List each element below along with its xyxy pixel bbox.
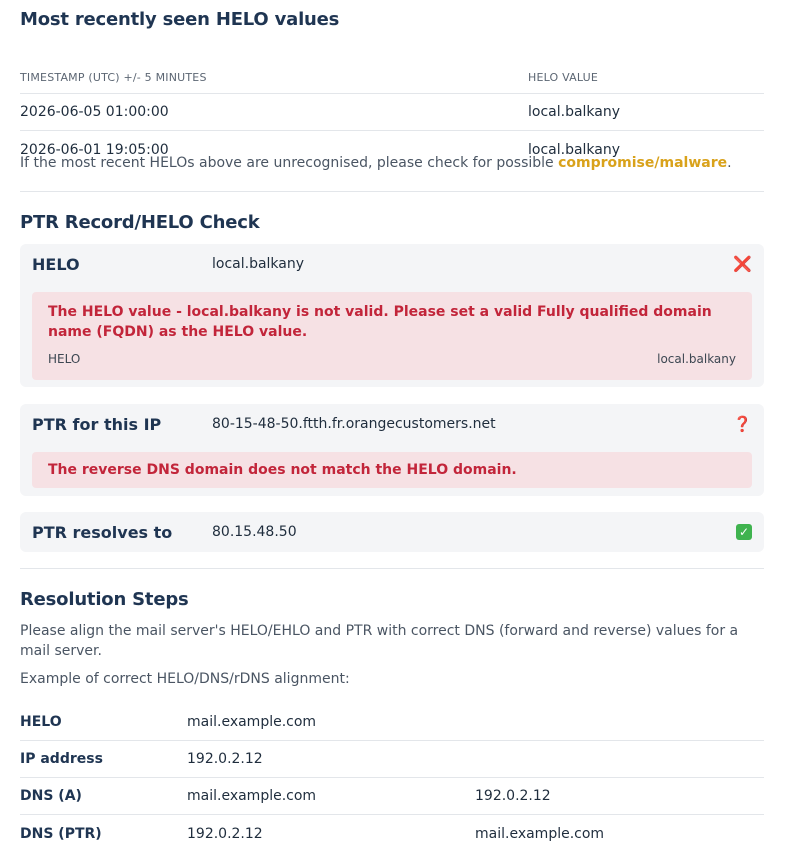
- helo-check-label: HELO: [32, 254, 80, 274]
- ptr-ip-value: 80-15-48-50.ftth.fr.orangecustomers.net: [212, 416, 496, 432]
- ptr-resolves-card: [20, 512, 764, 552]
- example-value-2: 192.0.2.12: [475, 788, 551, 804]
- example-intro: Example of correct HELO/DNS/rDNS alignment:: [20, 671, 350, 687]
- example-label: DNS (PTR): [20, 825, 102, 842]
- recent-helo-title: Most recently seen HELO values: [20, 9, 340, 30]
- ptr-ip-card: [20, 404, 764, 496]
- alert-meta-label: HELO: [48, 352, 81, 366]
- example-label: IP address: [20, 751, 103, 767]
- example-value-2: mail.example.com: [475, 825, 605, 842]
- alert-message: The reverse DNS domain does not match the HELO domain.: [48, 462, 517, 478]
- note-text: If the most recent HELOs above are unrecognised, please check for possible: [20, 155, 559, 171]
- example-value: 192.0.2.12: [187, 825, 263, 842]
- table-row: [20, 778, 764, 815]
- table-header: [20, 61, 764, 94]
- helo-value-cell: local.balkany: [528, 141, 621, 158]
- compromise-malware-link[interactable]: compromise/malware: [558, 155, 728, 171]
- ptr-resolves-header: [32, 512, 752, 552]
- ptr-resolves-value: 80.15.48.50: [212, 524, 297, 540]
- example-value: mail.example.com: [187, 714, 317, 730]
- helo-check-header: [32, 244, 752, 284]
- check-icon: ✓: [736, 524, 752, 540]
- alert-meta: [48, 352, 736, 366]
- example-label: HELO: [20, 714, 62, 730]
- resolution-paragraph: Please align the mail server's HELO/EHLO and PTR with correct DNS (forward and reverse) values for a mail server.: [20, 623, 739, 659]
- col-helo-value: HELO VALUE: [528, 70, 599, 84]
- timestamp-cell: 2026-06-01 19:05:00: [20, 141, 169, 158]
- helo-check-value: local.balkany: [212, 256, 305, 272]
- divider: [20, 191, 764, 192]
- alert-message: The HELO value - local.balkany is not valid. Please set a valid Fully qualified domain name (FQDN) as the HELO value.: [48, 304, 712, 340]
- col-timestamp: TIMESTAMP (UTC) +/- 5 MINUTES: [20, 70, 207, 84]
- helo-value-cell: local.balkany: [528, 104, 621, 120]
- ptr-mismatch-alert: [32, 452, 752, 488]
- ptr-ip-header: [32, 404, 752, 444]
- ptr-check-title: PTR Record/HELO Check: [20, 212, 260, 233]
- unrecognised-note: [20, 155, 732, 171]
- example-alignment-table: [20, 704, 764, 852]
- helo-invalid-alert: [32, 292, 752, 380]
- note-suffix: .: [727, 155, 732, 171]
- example-value: 192.0.2.12: [187, 751, 263, 767]
- ptr-resolves-label: PTR resolves to: [32, 522, 173, 542]
- example-label: DNS (A): [20, 788, 82, 804]
- question-icon: ❓: [733, 415, 752, 433]
- table-row: [20, 815, 764, 852]
- cross-icon: ❌: [733, 255, 752, 273]
- example-value: mail.example.com: [187, 788, 317, 804]
- recent-helo-table: [20, 61, 764, 168]
- resolution-title: Resolution Steps: [20, 589, 189, 610]
- divider: [20, 568, 764, 569]
- table-row: [20, 704, 764, 741]
- table-row: [20, 741, 764, 778]
- helo-check-card: [20, 244, 764, 387]
- alert-meta-value: local.balkany: [657, 352, 736, 366]
- timestamp-cell: 2026-06-05 01:00:00: [20, 104, 169, 120]
- ptr-ip-label: PTR for this IP: [32, 414, 162, 434]
- table-row: [20, 94, 764, 131]
